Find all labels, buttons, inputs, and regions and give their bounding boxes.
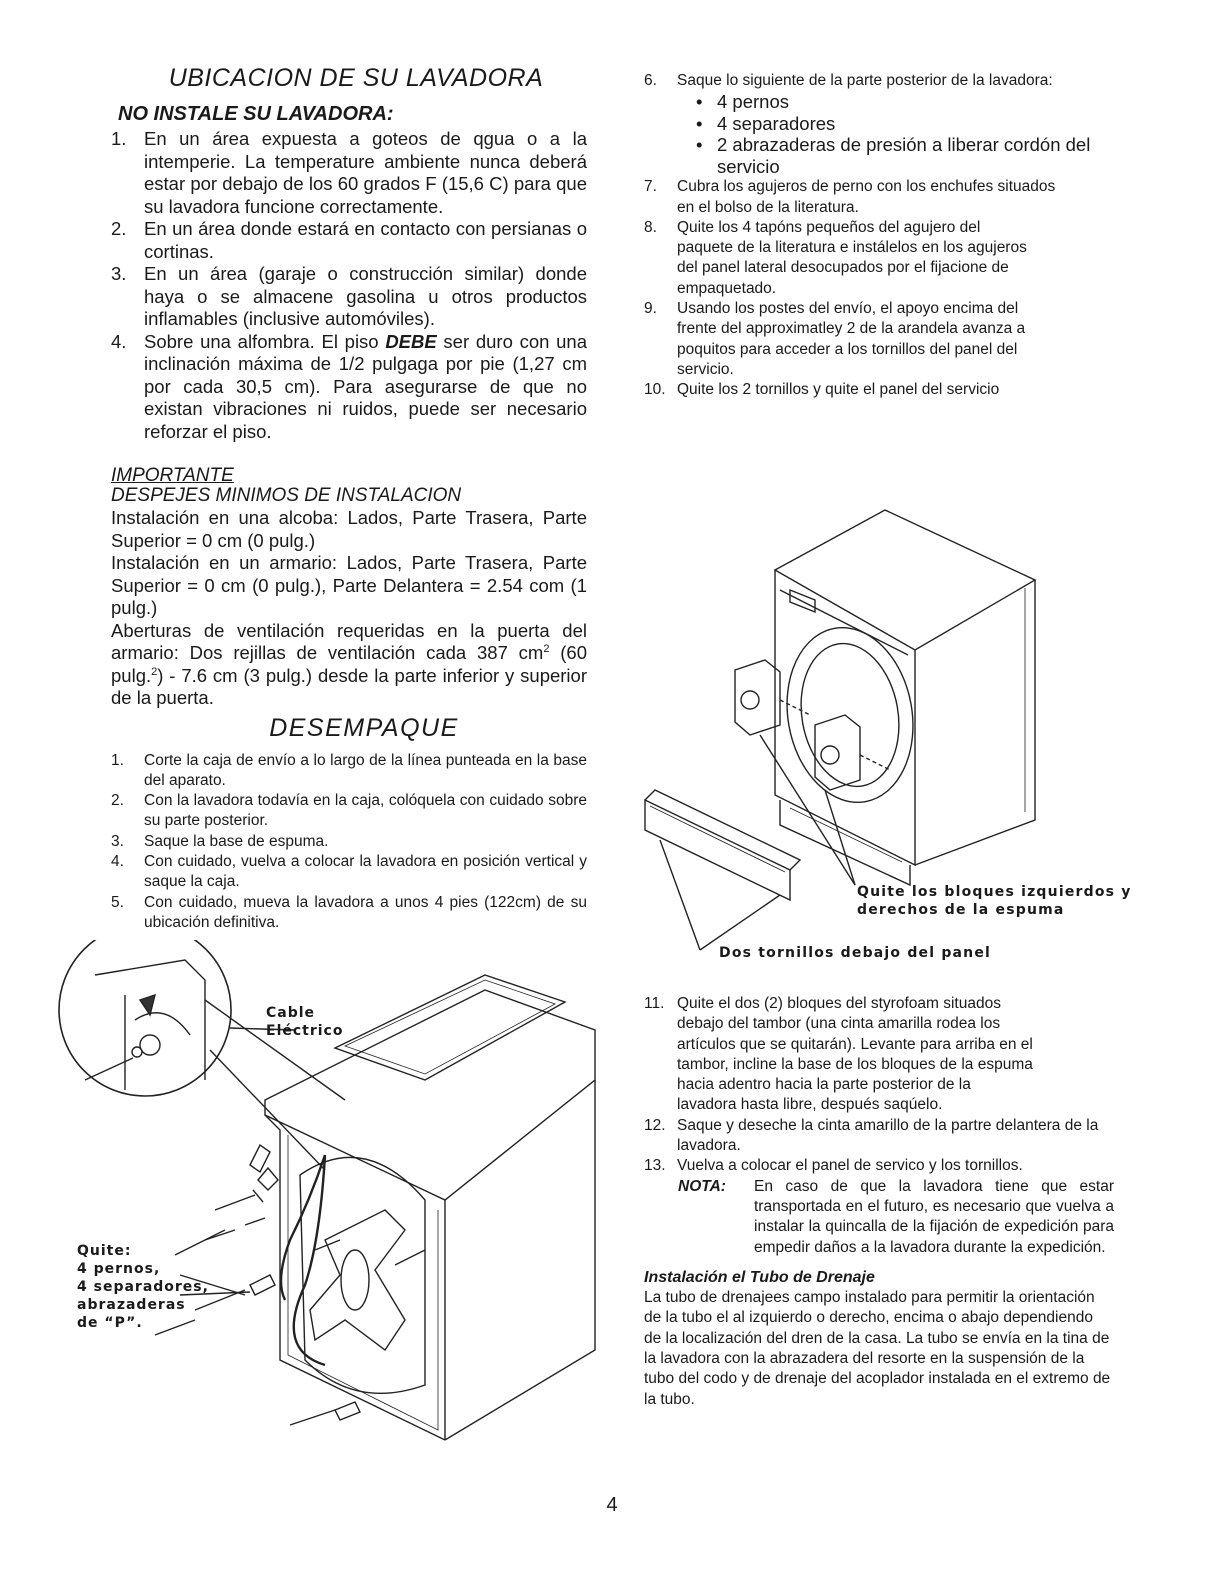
quite-pernos-label: Quite: 4 pernos, 4 separadores, abrazaderas de “P”.: [77, 1243, 209, 1331]
despejes-text: Instalación en una alcoba: Lados, Parte Trasera, Parte Superior = 0 cm (0 pulg.) Instalación en un armario: Lados, Parte Trasera, Parte Superior = 0 cm (0 pulg.), Parte Delantera = 2.54 com (1 pulg.) Aberturas de ventilación requeridas en la puerta del armario: Dos rejillas de ventilación cada 387 $cm^2$ (60 pulg.$^2$) - 7.6 cm (3 pulg.) desde la parte inferior y superior de la puerta.: [111, 507, 587, 708]
page-number: 4: [606, 1494, 618, 1516]
list-item: 8. Quite los 4 tapóns pequeños del agujero del paquete de la literatura e instálelos en los agujeros del panel lateral desocupados por el fijacione de empaquetado.: [644, 218, 1027, 297]
list-item: 11. Quite el dos (2) bloques del styrofoam situados debajo del tambor (una cinta amarilla rodea los artículos que se quitarán). Levante para arriba en el tambor, incline la base de los bloques de la espuma hacia adentro hacia la parte posterior de la lavadora hasta libre, después saqúelo.: [644, 995, 1033, 1114]
list-item: 2. En un área donde estará en contacto con persianas o cortinas.: [111, 218, 587, 262]
list-item: 3. Saque la base de espuma.: [111, 832, 329, 850]
despejes-heading: DESPEJES MINIMOS DE INSTALACION: [111, 485, 462, 506]
importante-label: IMPORTANTE: [111, 465, 234, 486]
section-title-desempaque: DESEMPAQUE: [269, 713, 459, 742]
item6-bullets: [644, 91, 1114, 177]
left-column: [111, 64, 587, 933]
list-item: 7. Cubra los agujeros de perno con los enchufes situados en el bolso de la literatura.: [644, 178, 1056, 216]
no-instale-heading: NO INSTALE SU LAVADORA:: [118, 103, 394, 125]
bullet-item: • 2 abrazaderas de presión a liberar cordón del servicio: [696, 134, 1091, 177]
right-column-bottom: [644, 994, 1114, 1410]
no-instale-list: [111, 128, 587, 443]
desempaque-list: [111, 751, 587, 934]
right-column-top: [644, 71, 1114, 401]
list-item: 5. Con cuidado, mueva la lavadora a unos 4 pies (122cm) de su ubicación definitiva.: [111, 893, 587, 931]
drenaje-heading: Instalación el Tubo de Drenaje: [644, 1268, 875, 1286]
list-item: 9. Usando los postes del envío, el apoyo encima del frente del approximatley 2 de la arandela avanza a poquitos para acceder a los tornillos del panel del servicio.: [644, 300, 1026, 378]
list-item: 1. Corte la caja de envío a lo largo de la línea punteada en la base del aparato.: [111, 751, 587, 789]
list-item: 10. Quite los 2 tornillos y quite el panel del servicio: [644, 381, 1000, 399]
nota: NOTA: En caso de que la lavadora tiene que estar transportada en el futuro, es necesario que vuelva a instalar la quincalla de la fijación de expedición para empedir daños a la lavadora durante la expedición.: [678, 1177, 1114, 1256]
bullet-item: • 4 pernos: [696, 91, 789, 113]
drenaje-text: La tubo de drenajees campo instalado para permitir la orientación de la tubo el al izquierdo o derecho, encima o abajo dependiendo de la localización del dren de la casa. La tubo se envía en la tina de la lavadora con la abrazadera del resorte en la suspensión de la tubo del codo y de drenaje del acoplador instalada en el extremo de la tubo.: [644, 1289, 1111, 1408]
list-item: 2. Con la lavadora todavía en la caja, colóquela con cuidado sobre su parte posterior.: [111, 792, 587, 830]
list-item: 4. Sobre una alfombra. El piso DEBE ser duro con una inclinación máxima de 1/2 pulgaga por pie (1,27 cm por cada 30,5 cm). Para asegurarse de que no existan vibraciones ni ruidos, puede ser necesario reforzar el piso.: [111, 330, 587, 442]
list-item: 6. Saque lo siguiente de la parte posterior de la lavadora:: [644, 72, 1053, 89]
bullet-item: • 4 separadores: [696, 112, 836, 134]
cable-electrico-label: Cable Eléctrico: [266, 1005, 344, 1039]
list-item: 3. En un área (garaje o construcción similar) donde haya o se almacene gasolina u otros productos inflamables (inclusive automóviles).: [111, 263, 587, 329]
list-item: 1. En un área expuesta a goteos de qgua o a la intemperie. La temperature ambiente nunca deberá estar por debajo de los 60 grados F (15,6 C) para que su lavadora funcione correctamente.: [111, 128, 587, 217]
list-item: 13. Vuelva a colocar el panel de servico y los tornillos.: [644, 1157, 1023, 1175]
section-title-ubicacion: UBICACION DE SU LAVADORA: [168, 64, 544, 92]
bloques-label: Quite los bloques izquierdos y derechos de la espuma: [857, 884, 1132, 918]
list-item: 12. Saque y deseche la cinta amarillo de la partre delantera de la lavadora.: [644, 1116, 1099, 1155]
tornillos-label: Dos tornillos debajo del panel: [719, 945, 992, 961]
list-item: 4. Con cuidado, vuelva a colocar la lavadora en posición vertical y saque la caja.: [111, 852, 587, 891]
